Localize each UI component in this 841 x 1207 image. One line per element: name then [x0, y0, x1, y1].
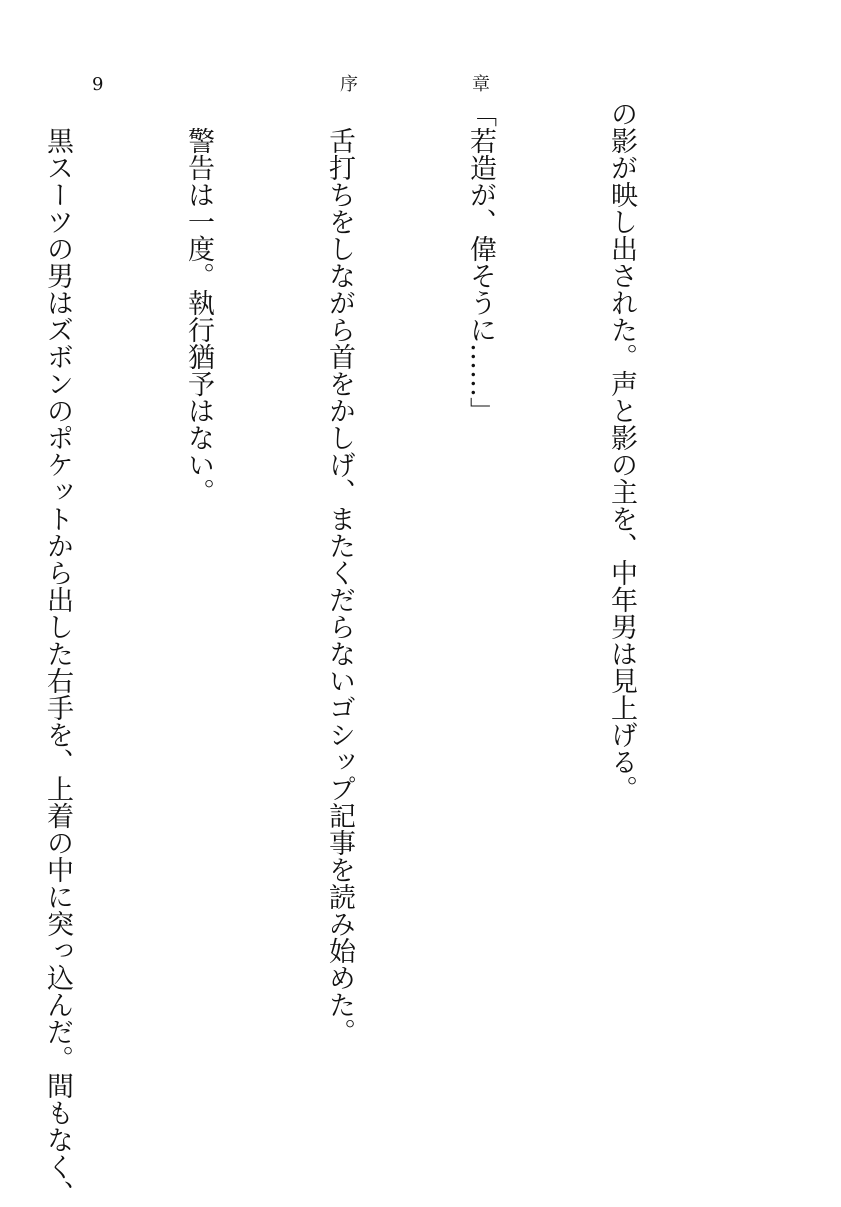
text-line-5: 黒スーツの男はズボンのポケットから出した右手を、上着の中に突っ込んだ。間もなく、 — [42, 100, 73, 1207]
text-line-2: 「若造が、偉そうに……」 — [465, 100, 496, 424]
chapter-title-char-1: 序 — [340, 74, 358, 95]
chapter-title-char-2: 章 — [472, 74, 490, 95]
body-text — [42, 100, 739, 1207]
text-line-1: の影が映し出された。声と影の主を、中年男は見上げる。 — [606, 100, 637, 802]
running-head — [340, 74, 490, 96]
text-line-4: 警告は一度。執行猶予はない。 — [183, 100, 214, 505]
page-number: 9 — [92, 74, 104, 95]
text-line-3: 舌打ちをしながら首をかしげ、またくだらないゴシップ記事を読み始めた。 — [324, 100, 355, 1045]
